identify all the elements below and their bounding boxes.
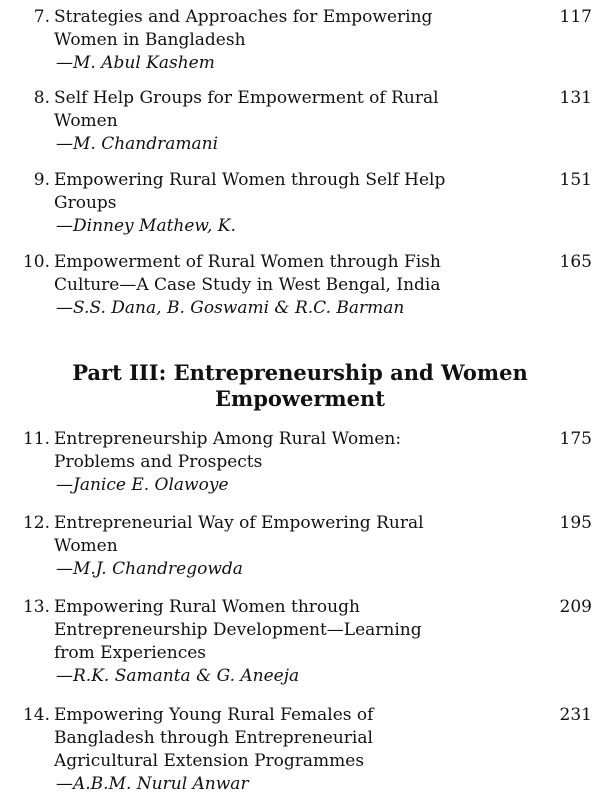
entry-title: [54, 596, 524, 688]
entry-title-line: Problems and Prospects: [54, 452, 263, 472]
entry-title-line: Bangladesh through Entrepreneurial: [54, 728, 373, 748]
entry-title: [54, 428, 524, 497]
entry-author: —Dinney Mathew, K.: [56, 216, 236, 236]
entry-number: 7.: [33, 7, 50, 27]
part-heading-line: Part III: Entrepreneurship and Women: [72, 360, 528, 385]
entry-title-line: Women: [54, 111, 118, 131]
entry-title: [54, 169, 524, 238]
part-heading-line: Empowerment: [215, 386, 385, 411]
entry-page-number: 131: [559, 88, 592, 108]
entry-title-line: Entrepreneurship Among Rural Women:: [54, 429, 402, 449]
entry-author: —S.S. Dana, B. Goswami & R.C. Barman: [56, 298, 405, 318]
entry-title-line: Empowering Rural Women through Self Help: [54, 170, 446, 190]
entry-number: 13.: [22, 597, 50, 617]
entry-title-line: Empowering Rural Women through: [54, 597, 360, 617]
entry-title-line: Empowering Young Rural Females of: [54, 705, 374, 725]
entry-page-number: 165: [559, 252, 592, 272]
entry-title-line: Entrepreneurial Way of Empowering Rural: [54, 513, 424, 533]
entry-page-number: 151: [559, 170, 592, 190]
entry-page-number: 117: [559, 7, 592, 27]
entry-title: [54, 251, 524, 320]
entry-page-number: 209: [559, 597, 592, 617]
entry-title-line: Strategies and Approaches for Empowering: [54, 7, 433, 27]
entry-number: 10.: [22, 252, 50, 272]
entry-title-line: Culture—A Case Study in West Bengal, India: [54, 275, 441, 295]
entry-title-line: Empowerment of Rural Women through Fish: [54, 252, 441, 272]
entry-number: 12.: [22, 513, 50, 533]
entry-title-line: Agricultural Extension Programmes: [54, 751, 365, 771]
entry-author: —R.K. Samanta & G. Aneeja: [56, 666, 300, 686]
entry-number: 14.: [22, 705, 50, 725]
entry-title-line: Women: [54, 536, 118, 556]
entry-title-line: Entrepreneurship Development—Learning: [54, 620, 422, 640]
entry-author: —M.J. Chandregowda: [56, 559, 243, 579]
entry-author: —A.B.M. Nurul Anwar: [56, 774, 249, 794]
entry-title: [54, 704, 524, 796]
entry-page-number: 195: [559, 513, 592, 533]
part-heading: [0, 360, 600, 412]
entry-title-line: Self Help Groups for Empowerment of Rural: [54, 88, 439, 108]
entry-author: —Janice E. Olawoye: [56, 475, 229, 495]
entry-page-number: 231: [559, 705, 592, 725]
entry-title-line: Groups: [54, 193, 117, 213]
entry-author: —M. Abul Kashem: [56, 53, 215, 73]
entry-title: [54, 87, 524, 156]
entry-title: [54, 512, 524, 581]
entry-number: 8.: [33, 88, 50, 108]
entry-title: [54, 6, 524, 75]
entry-number: 11.: [22, 429, 50, 449]
entry-page-number: 175: [559, 429, 592, 449]
entry-number: 9.: [33, 170, 50, 190]
entry-title-line: from Experiences: [54, 643, 206, 663]
entry-title-line: Women in Bangladesh: [54, 30, 246, 50]
entry-author: —M. Chandramani: [56, 134, 219, 154]
